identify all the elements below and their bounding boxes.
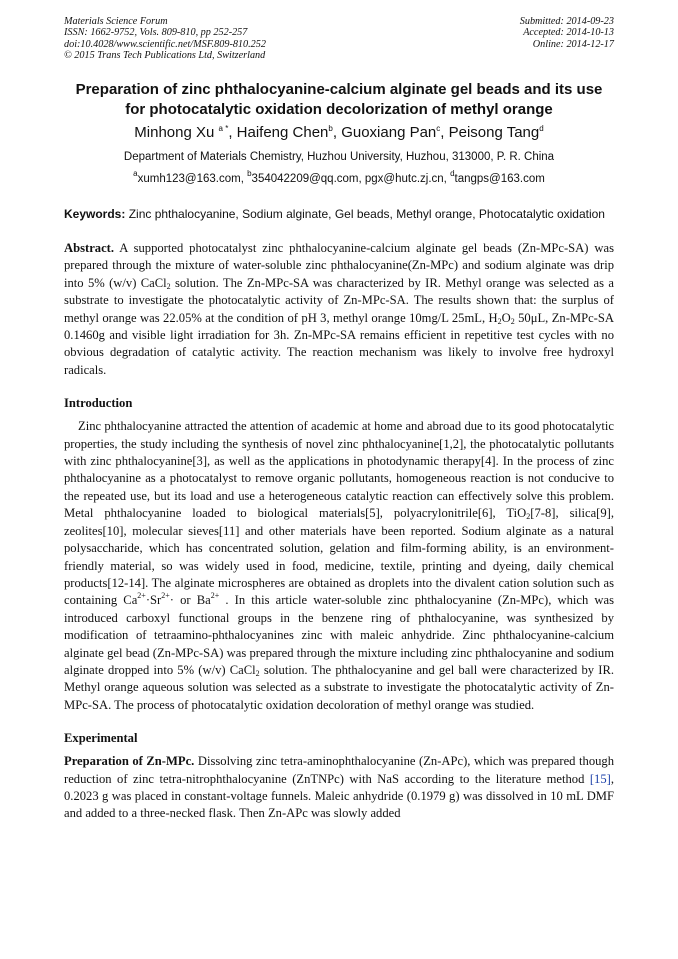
abstract-label: Abstract. <box>64 241 115 255</box>
abstract-sub-2: 2 <box>497 316 502 326</box>
author-emails <box>64 169 614 186</box>
email-a: xumh123@163.com, <box>137 173 248 185</box>
copyright: © 2015 Trans Tech Publications Ltd, Switzerland <box>64 50 266 62</box>
submitted-date: Submitted: 2014-09-23 <box>519 16 614 27</box>
keywords <box>64 206 614 223</box>
abstract-text-2: solution. The Zn-MPc-SA was characterized by IR. Methyl orange was selected as a substrate to investigate the photocatalytic activity of Zn-MPc-SA. The results shown that: the surplus of methyl orange was 22.05% at the condition of pH 3, methyl orange 10mg/L 25mL, H <box>64 275 614 325</box>
intro-text-3: ·Sr <box>145 593 162 608</box>
experimental-paragraph <box>64 753 614 823</box>
accepted-date: Accepted: 2014-10-13 <box>523 27 614 39</box>
author-2-mark: b <box>328 124 333 133</box>
issn: ISSN: 1662-9752, Vols. 809-810, pp 252-257 <box>64 27 248 39</box>
author-4: , Peisong Tang <box>440 124 540 141</box>
journal-header <box>64 16 266 62</box>
exp-text-2: , 0.2023 g was placed in constant-voltage funnels. Maleic anhydride (0.1979 g) was dissolved in 10 mL DMF and added to a three-necked flask. Then Zn-APc was slowly added <box>64 771 614 821</box>
doi: doi:10.4028/www.scientific.net/MSF.809-810.252 <box>64 38 266 50</box>
experimental-heading: Experimental <box>64 731 138 746</box>
author-3-mark: c <box>436 124 441 133</box>
intro-sub-tio2: 2 <box>526 512 531 522</box>
article-body <box>64 80 614 823</box>
author-4-mark: d <box>539 124 544 133</box>
email-a-mark: a <box>133 169 138 178</box>
intro-text-1: Zinc phthalocyanine attracted the attention of academic at home and abroad due to its good photocatalytic properties, the study including the synthesis of novel zinc phthalocyanine[1,2], the photocatalytic pollutants with zinc phthalocyanine[3], as well as the applications in photodynamic therapy[4]. In the process of zinc phthalocyanine as a photocatalyst to remove organic pollutants, homogeneous reaction is not conducive to the repeated use, but its load and use a heterogeneous catalytic reaction can effectively solve this problem. Metal phthalocyanine loaded to biological materials[5], polyacrylonitrile[6], TiO <box>64 419 614 521</box>
abstract-text-1: A supported photocatalyst zinc phthalocyanine-calcium alginate gel beads (Zn-MPc-SA) was prepared through the mixture of water-soluble zinc phthalocyanine(Zn-MPc) and sodium alginate was drip into 5% (w/v) CaCl <box>64 241 614 290</box>
reference-link-15[interactable]: [15] <box>589 771 611 786</box>
abstract <box>64 240 614 379</box>
intro-sup-ba: 2+ <box>210 591 220 601</box>
abstract-text-3: O <box>501 310 511 325</box>
intro-sub-cacl2: 2 <box>255 668 260 678</box>
author-1: Minhong Xu <box>134 124 219 141</box>
email-d-mark: d <box>450 169 455 178</box>
author-3: , Guoxiang Pan <box>332 124 437 141</box>
journal-name: Materials Science Forum <box>64 16 168 27</box>
intro-sup-ca: 2+ <box>137 591 146 601</box>
author-1-mark: a * <box>218 124 229 133</box>
online-date: Online: 2014-12-17 <box>532 38 614 50</box>
intro-sup-sr: 2+ <box>161 591 170 601</box>
introduction-paragraph <box>64 418 614 714</box>
dates-header <box>520 16 614 50</box>
email-b-mark: b <box>247 169 252 178</box>
abstract-sub-3: 2 <box>510 316 515 326</box>
email-d: tangps@163.com <box>454 173 545 185</box>
keywords-label: Keywords: <box>64 207 126 221</box>
intro-text-5: . In this article water-soluble zinc phthalocyanine (Zn-MPc), which was introduced carboxyl functional groups in the benzene ring of phthalocyanine, was synthesized by modification of tetraamino-phthalocyanines zinc with maleic anhydride. Zinc phthalocyanine-calcium alginate gel bead (Zn-MPc-SA) was prepared through the mixture including zinc phthalocyanine and sodium alginate dropped into 5% (w/v) CaCl <box>64 593 614 677</box>
affiliation: Department of Materials Chemistry, Huzhou University, Huzhou, 313000, P. R. China <box>123 151 555 163</box>
abstract-text-4: 50μL, Zn-MPc-SA 0.1460g and visible light irradiation for 3h. Zn-MPc-SA remains efficient in repetitive test cycles with no obvious degradation of catalytic activity. The reaction mechanism was likely to involve free hydroxyl radicals. <box>64 310 614 377</box>
author-2: , Haifeng Chen <box>228 124 329 141</box>
experimental-subheading: Preparation of Zn-MPc. <box>64 754 195 769</box>
email-b: 354042209@qq.com, pgx@hutc.zj.cn, <box>251 173 451 185</box>
intro-text-2: [7-8], silica[9], zeolites[10], molecular sieves[11] and other materials have been reported. Sodium alginate as a natural polysaccharide, which has concentrated solution, gelation and film-forming ability, is an environment-friendly material, so was widely used in food, medicine, textile, printing and dyeing, daily chemical products[12-14]. The alginate microspheres are obtained as droplets into the divalent cation solution such as containing Ca <box>64 506 614 608</box>
exp-text-1: Dissolving zinc tetra-aminophthalocyanine (Zn-APc), which was prepared though reduction of zinc tetra-nitrophthalocyanine (ZnTNPc) with NaS according to the literature method <box>64 754 615 786</box>
abstract-sub-1: 2 <box>166 281 171 291</box>
paper-title: Preparation of zinc phthalocyanine-calcium alginate gel beads and its use for photocatalytic oxidation decolorization of methyl orange <box>75 81 603 118</box>
introduction-heading: Introduction <box>64 396 133 411</box>
author-list <box>64 123 614 143</box>
keywords-text: Zinc phthalocyanine, Sodium alginate, Gel beads, Methyl orange, Photocatalytic oxidation <box>125 207 605 221</box>
intro-text-6: solution. The phthalocyanine and gel ball were characterized by IR. Methyl orange aqueous solution was selected as a substrate to investigate the photocatalytic activity of Zn-MPc-SA. The process of photocatalytic oxidation decoloration of methyl orange was studied. <box>64 662 614 712</box>
intro-text-4: · or Ba <box>169 593 211 608</box>
